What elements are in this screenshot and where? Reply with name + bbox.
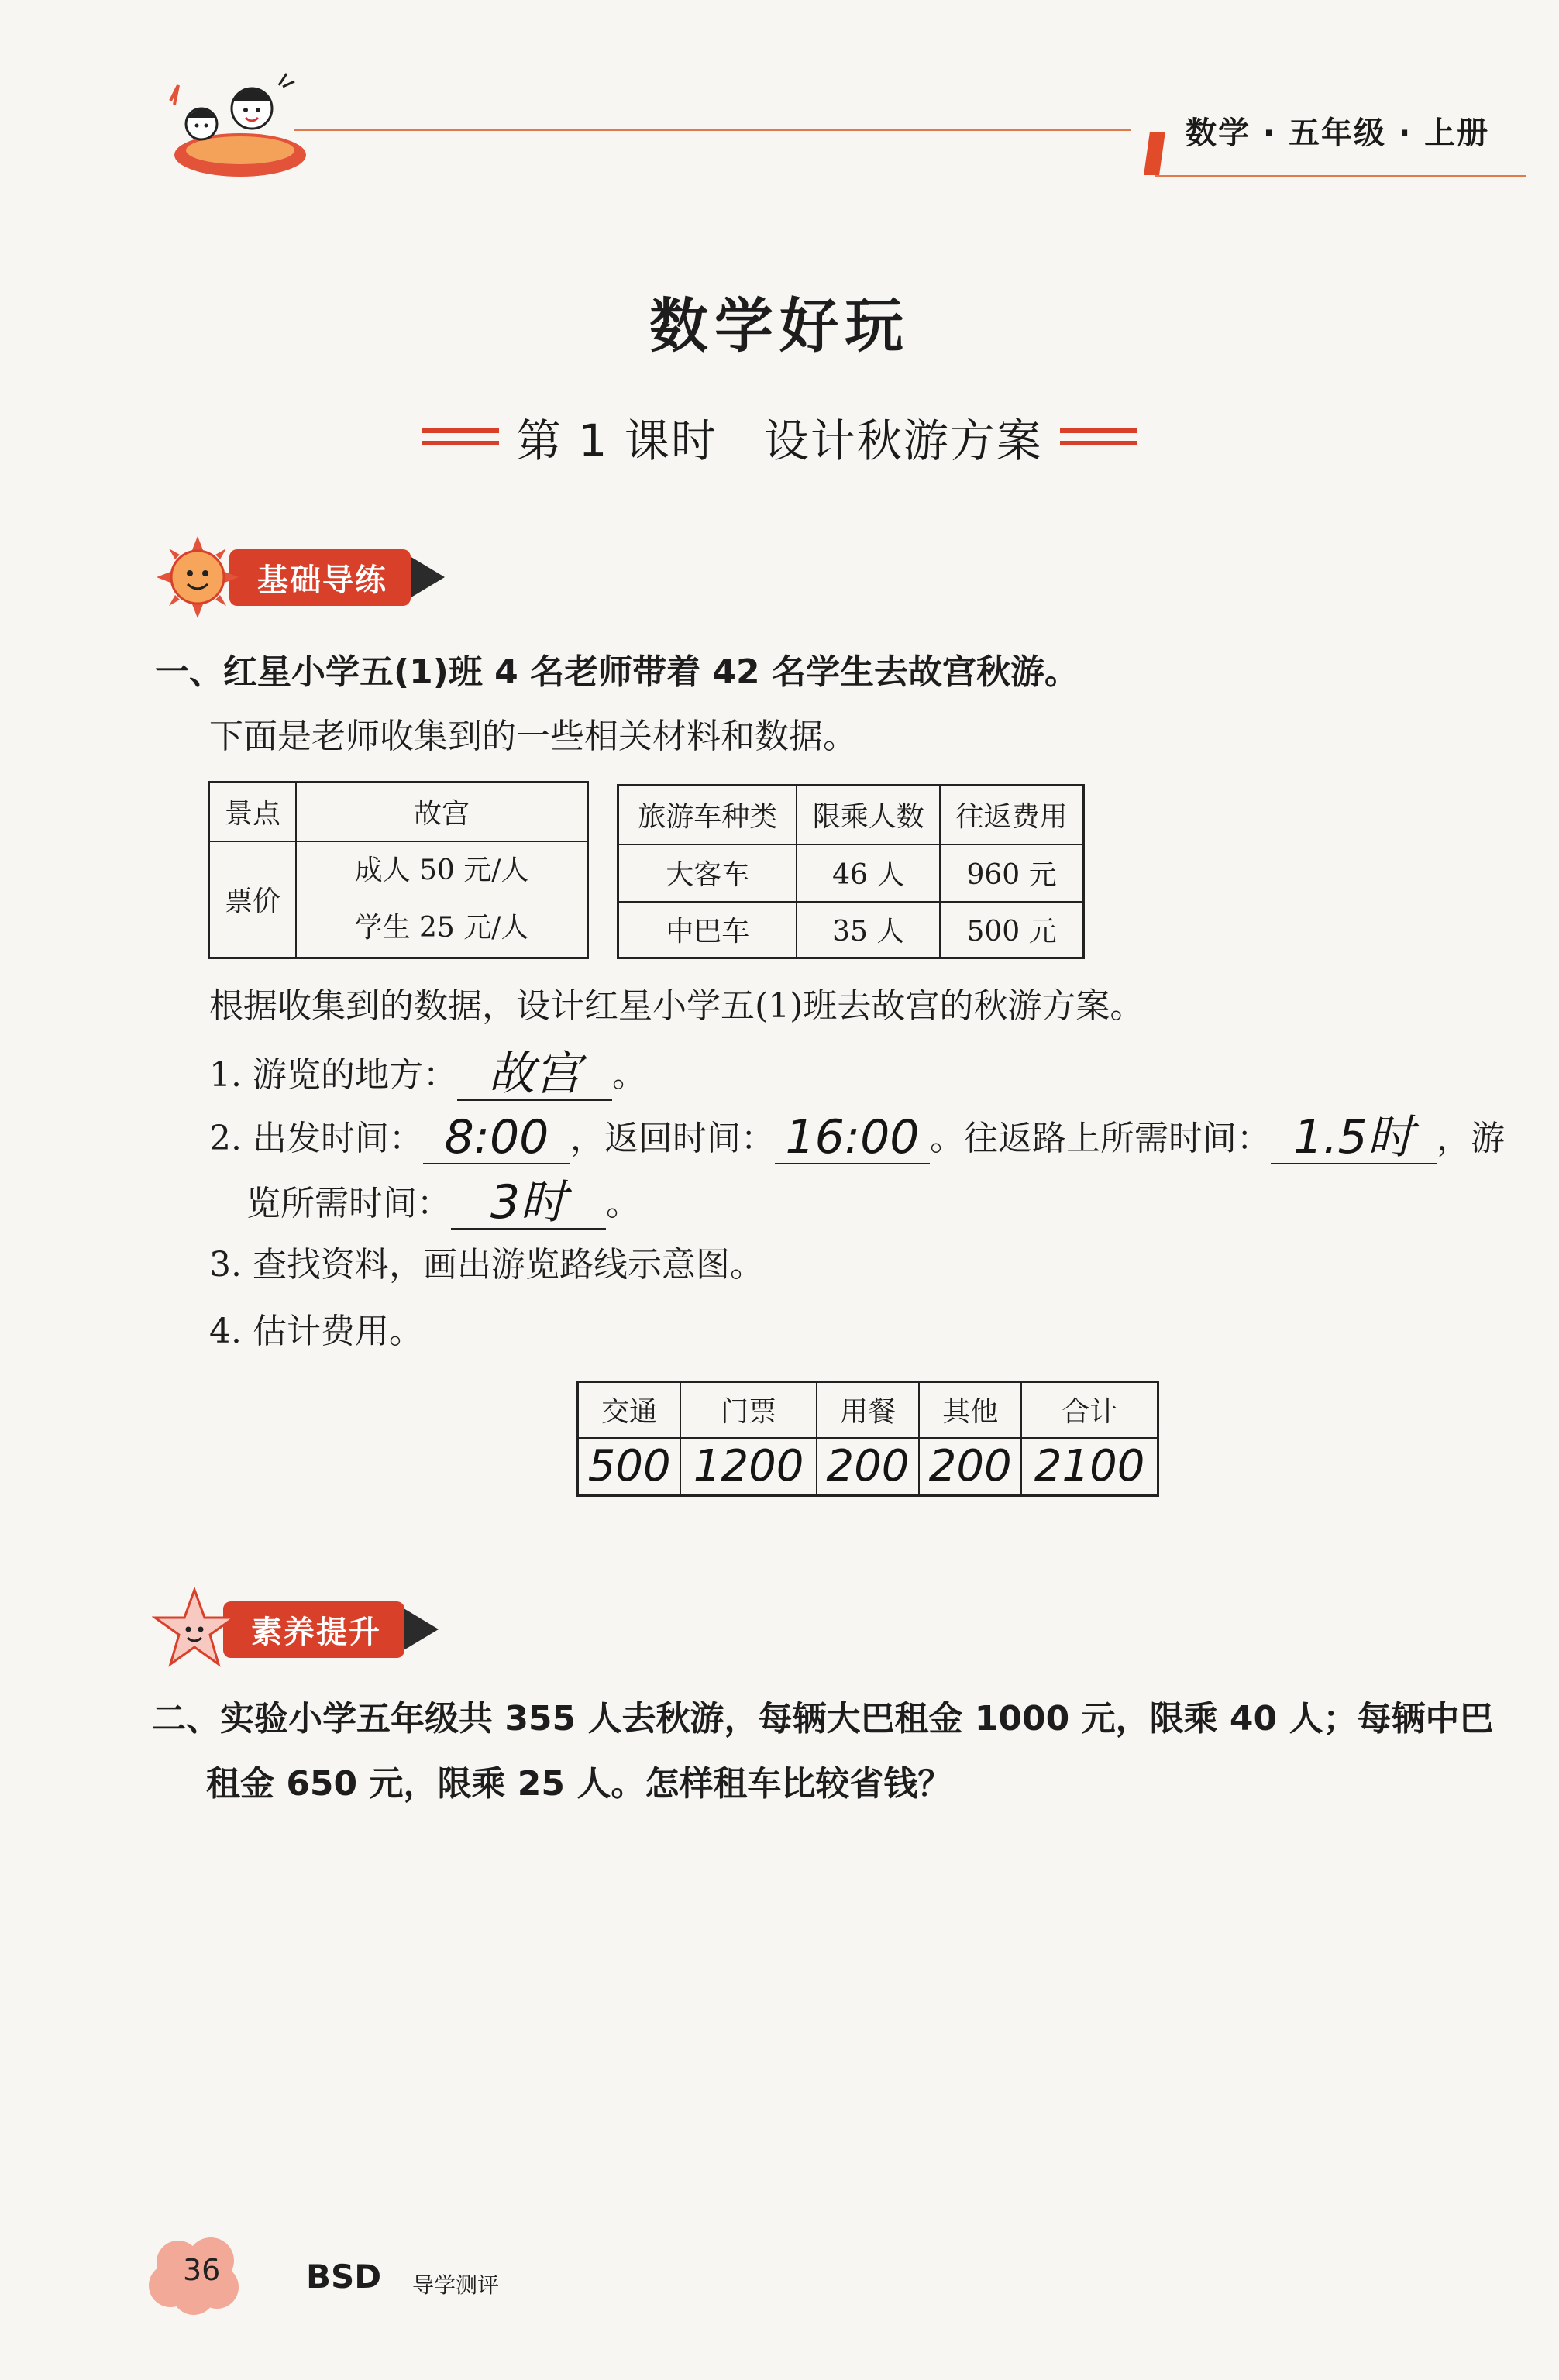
bus-table-cell-type: 大客车 bbox=[618, 844, 797, 902]
period: 。 bbox=[606, 1184, 640, 1223]
header-mascot-illustration bbox=[147, 70, 310, 186]
ticket-price-student: 学生 25 元/人 bbox=[354, 911, 529, 944]
ticket-price-adult: 成人 50 元/人 bbox=[354, 854, 529, 886]
lesson-title: 第 1 课时 设计秋游方案 bbox=[516, 414, 1043, 467]
ticket-table-prices bbox=[296, 841, 588, 958]
question-1-title: 一、红星小学五(1)班 4 名老师带着 42 名学生去故宫秋游。 bbox=[155, 652, 1079, 692]
road-time-label: 。往返路上所需时间： bbox=[929, 1119, 1271, 1158]
lesson-title-row bbox=[0, 404, 1559, 469]
cost-table-header: 用餐 bbox=[817, 1382, 919, 1438]
pencil-tip-icon bbox=[406, 554, 445, 600]
bus-table-cell-capacity: 35 人 bbox=[797, 902, 940, 958]
item-2-row bbox=[209, 1109, 1505, 1164]
item-2-label: 2. 出发时间： bbox=[209, 1119, 423, 1158]
footer-code: BSD bbox=[306, 2258, 382, 2296]
item-2-tail: ，游 bbox=[1436, 1119, 1505, 1158]
section-badge-advanced bbox=[152, 1587, 439, 1672]
question-2-line-2: 租金 650 元，限乘 25 人。怎样租车比较省钱？ bbox=[206, 1764, 952, 1804]
sun-mascot-icon bbox=[155, 535, 240, 620]
visit-time-blank[interactable] bbox=[451, 1175, 606, 1230]
road-time-handwritten: 1.5时 bbox=[1293, 1110, 1414, 1164]
visit-time-label: 览所需时间： bbox=[246, 1184, 451, 1223]
header-rule-lower bbox=[1155, 175, 1526, 177]
pencil-tip-icon bbox=[400, 1606, 439, 1653]
cost-table-header: 门票 bbox=[680, 1382, 817, 1438]
cost-cell-ticket[interactable]: 1200 bbox=[680, 1438, 817, 1496]
ticket-table-header-spot: 景点 bbox=[209, 782, 297, 841]
cost-cell-transport[interactable]: 500 bbox=[578, 1438, 681, 1496]
visit-time-handwritten: 3时 bbox=[490, 1175, 567, 1230]
header-rule bbox=[294, 129, 1131, 131]
ticket-price-table bbox=[208, 781, 589, 959]
road-time-blank[interactable] bbox=[1271, 1109, 1437, 1164]
item-1-answer-blank[interactable] bbox=[457, 1046, 612, 1101]
footer-series: 导学测评 bbox=[412, 2272, 500, 2298]
header-subject-line: 数学 · 五年级 · 上册 bbox=[1186, 115, 1490, 151]
section-badge-label: 基础导练 bbox=[229, 549, 411, 606]
bus-table-header: 限乘人数 bbox=[797, 786, 940, 844]
return-time-blank[interactable] bbox=[775, 1109, 930, 1164]
section-badge-label: 素养提升 bbox=[223, 1601, 404, 1658]
bus-table-header: 旅游车种类 bbox=[618, 786, 797, 844]
lesson-title-bars-right bbox=[1060, 428, 1137, 445]
section-badge-basic bbox=[155, 535, 445, 620]
return-time-handwritten: 16:00 bbox=[785, 1110, 920, 1164]
ticket-table-header-price: 票价 bbox=[209, 841, 297, 958]
cost-table-header: 其他 bbox=[919, 1382, 1021, 1438]
question-2-line-1: 二、实验小学五年级共 355 人去秋游，每辆大巴租金 1000 元，限乘 40 人；每辆中巴 bbox=[152, 1699, 1494, 1739]
return-time-label: ，返回时间： bbox=[570, 1119, 775, 1158]
bus-table-cell-type: 中巴车 bbox=[618, 902, 797, 958]
depart-time-blank[interactable] bbox=[423, 1109, 570, 1164]
question-1-intro: 下面是老师收集到的一些相关材料和数据。 bbox=[209, 717, 857, 756]
depart-time-handwritten: 8:00 bbox=[444, 1110, 549, 1164]
bus-table-header: 往返费用 bbox=[940, 786, 1083, 844]
item-3: 3. 查找资料，画出游览路线示意图。 bbox=[209, 1245, 764, 1285]
bus-rental-table bbox=[617, 784, 1085, 959]
ticket-table-spot-name: 故宫 bbox=[296, 782, 588, 841]
cost-cell-total[interactable]: 2100 bbox=[1021, 1438, 1158, 1496]
bus-table-cell-cost: 500 元 bbox=[940, 902, 1083, 958]
item-1-handwritten-answer: 故宫 bbox=[487, 1047, 581, 1101]
item-1-row bbox=[209, 1046, 646, 1101]
cost-table-header: 合计 bbox=[1021, 1382, 1158, 1438]
lesson-title-bars-left bbox=[422, 428, 499, 445]
cost-estimate-table bbox=[576, 1381, 1159, 1497]
bus-table-cell-cost: 960 元 bbox=[940, 844, 1083, 902]
question-1-instruction: 根据收集到的数据，设计红星小学五(1)班去故宫的秋游方案。 bbox=[209, 986, 1144, 1026]
page-number: 36 bbox=[183, 2253, 221, 2287]
item-1-label: 1. 游览的地方： bbox=[209, 1055, 457, 1095]
header-tab-marker bbox=[1144, 132, 1165, 175]
cost-cell-meal[interactable]: 200 bbox=[817, 1438, 919, 1496]
bus-table-cell-capacity: 46 人 bbox=[797, 844, 940, 902]
star-mascot-icon bbox=[152, 1587, 237, 1672]
cost-table-header: 交通 bbox=[578, 1382, 681, 1438]
item-4: 4. 估计费用。 bbox=[209, 1312, 423, 1351]
period: 。 bbox=[611, 1055, 646, 1095]
item-2-row-cont bbox=[246, 1175, 640, 1230]
cost-cell-other[interactable]: 200 bbox=[919, 1438, 1021, 1496]
page-title: 数学好玩 bbox=[649, 291, 910, 360]
